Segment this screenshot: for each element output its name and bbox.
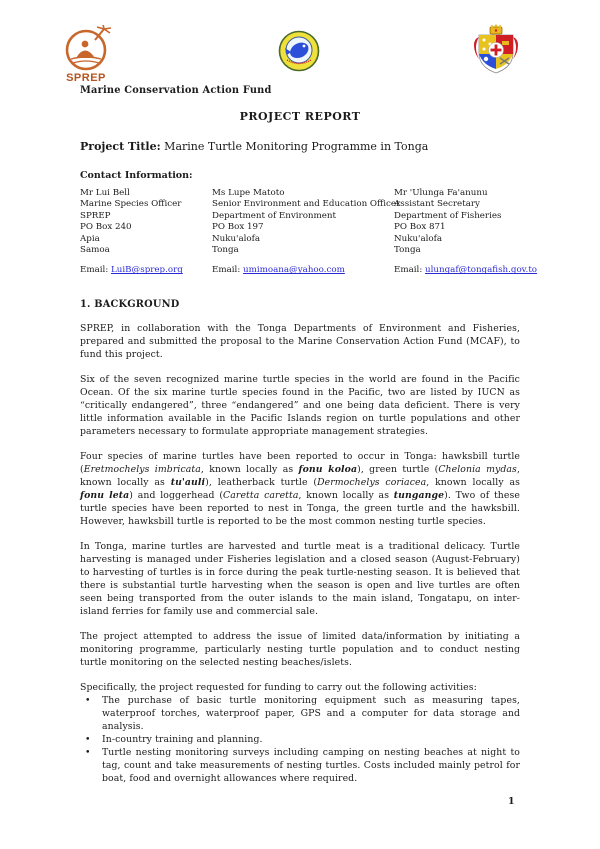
contact-information-heading: Contact Information:: [80, 170, 193, 181]
email-label: Email:: [394, 265, 423, 276]
contact-org: Department of Environment: [212, 210, 336, 221]
contact-country: Tonga: [394, 245, 421, 256]
contact-po-box: PO Box 240: [80, 222, 132, 233]
background-paragraph-3: Four species of marine turtles have been reported to occur in Tonga: hawksbill turtle (Eretmochelys imbricata, known locally as fonu koloa), green turtle (Chelonia mydas, known locally as tu'auli), leatherback turtle (Dermochelys coriacea, known locally as fonu leta) and loggerhead (Caretta caretta, known locally as tungange). Two of these turtle species have been reported to nest in Tonga, the green turtle and the hawksbill. However, hawksbill turtle is reported to be the most common nesting turtle species.: [80, 450, 520, 527]
project-title-label: Project Title:: [80, 140, 161, 153]
activity-item: • The purchase of basic turtle monitoring equipment such as measuring tapes, waterproof torches, waterproof paper, GPS and a computer for data storage and analysis.: [80, 694, 520, 733]
contact-title: Assistant Secretary: [394, 199, 480, 210]
page-number: 1: [508, 796, 515, 807]
contact-title: Marine Species Officer: [80, 199, 182, 210]
activity-item: • In-country training and planning.: [80, 733, 520, 746]
sprep-logo-label: SPREP: [66, 72, 106, 84]
contact-card-environment: [212, 188, 401, 277]
activity-item: • Turtle nesting monitoring surveys including camping on nesting beaches at night to tag, count and take measurements of nesting turtles. Costs included mainly petrol for boat, food and overnight allowances where required.: [80, 746, 520, 785]
report-title: PROJECT REPORT: [239, 110, 361, 123]
contact-card-fisheries: [394, 188, 538, 277]
project-title-line: [80, 140, 520, 153]
tonga-coat-of-arms-icon: [471, 23, 521, 81]
background-heading: 1. BACKGROUND: [80, 298, 180, 310]
contact-name: Mr Lui Bell: [80, 188, 130, 198]
sprep-logo-icon: [59, 25, 117, 85]
background-paragraph-4: In Tonga, marine turtles are harvested and turtle meat is a traditional delicacy. Turtle harvesting is managed under Fisheries legislation and a closed season (August-February) to harvesting of turtles is in force during the peak turtle-nesting season. It is believed that there is substantial turtle harvesting when the season is open and live turtles are often seen being transported from the outer islands to the main island, Tongatapu, on inter-island ferries for family use and commercial sale.: [80, 540, 520, 617]
contact-card-sprep: [80, 188, 212, 277]
page-content: [80, 85, 538, 785]
email-link[interactable]: ulungaf@tongafish.gov.to: [425, 265, 538, 276]
activities-intro: Specifically, the project requested for funding to carry out the following activities:: [80, 681, 477, 693]
email-link[interactable]: LuiB@sprep.org: [111, 265, 183, 276]
email-label: Email:: [80, 265, 109, 276]
contact-name: Mr 'Ulunga Fa'anunu: [394, 188, 488, 198]
fisheries-logo-icon: [278, 30, 320, 74]
email-label: Email:: [212, 265, 241, 276]
email-link[interactable]: umimoana@yahoo.com: [243, 265, 345, 276]
contact-email-line: [80, 265, 212, 276]
contact-title: Senior Environment and Education Officer: [212, 199, 401, 210]
contact-po-box: PO Box 197: [212, 222, 264, 233]
project-title-text: Marine Turtle Monitoring Programme in Tonga: [160, 140, 429, 153]
contact-city: Nuku'alofa: [394, 233, 443, 244]
background-paragraph-5: The project attempted to address the issue of limited data/information by initiating a monitoring programme, particularly nesting turtle population and to conduct nesting turtle monitoring on the selected nesting beaches/islets.: [80, 630, 520, 668]
contact-country: Samoa: [80, 245, 110, 256]
contact-name: Ms Lupe Matoto: [212, 188, 285, 198]
fund-name: Marine Conservation Action Fund: [80, 85, 272, 96]
contact-city: Nuku'alofa: [212, 233, 261, 244]
background-paragraph-1: SPREP, in collaboration with the Tonga Departments of Environment and Fisheries, prepared and submitted the proposal to the Marine Conservation Action Fund (MCAF), to fund this project.: [80, 322, 520, 360]
activities-list: [80, 694, 520, 785]
background-paragraph-2: Six of the seven recognized marine turtle species in the world are found in the Pacific Ocean. Of the six marine turtle species found in the Pacific, two are listed by IUCN as “critically endangered”, three “endangered” and one being data deficient. There is very little information available in the Pacific Islands region on turtle populations and other parameters necessary to formulate appropriate management strategies.: [80, 373, 520, 437]
contact-org: SPREP: [80, 210, 111, 221]
contact-city: Apia: [80, 233, 100, 244]
contact-country: Tonga: [212, 245, 239, 256]
contact-email-line: [212, 265, 394, 276]
contact-grid: [80, 188, 538, 277]
contact-email-line: [394, 265, 538, 276]
contact-po-box: PO Box 871: [394, 222, 446, 233]
contact-org: Department of Fisheries: [394, 210, 502, 221]
